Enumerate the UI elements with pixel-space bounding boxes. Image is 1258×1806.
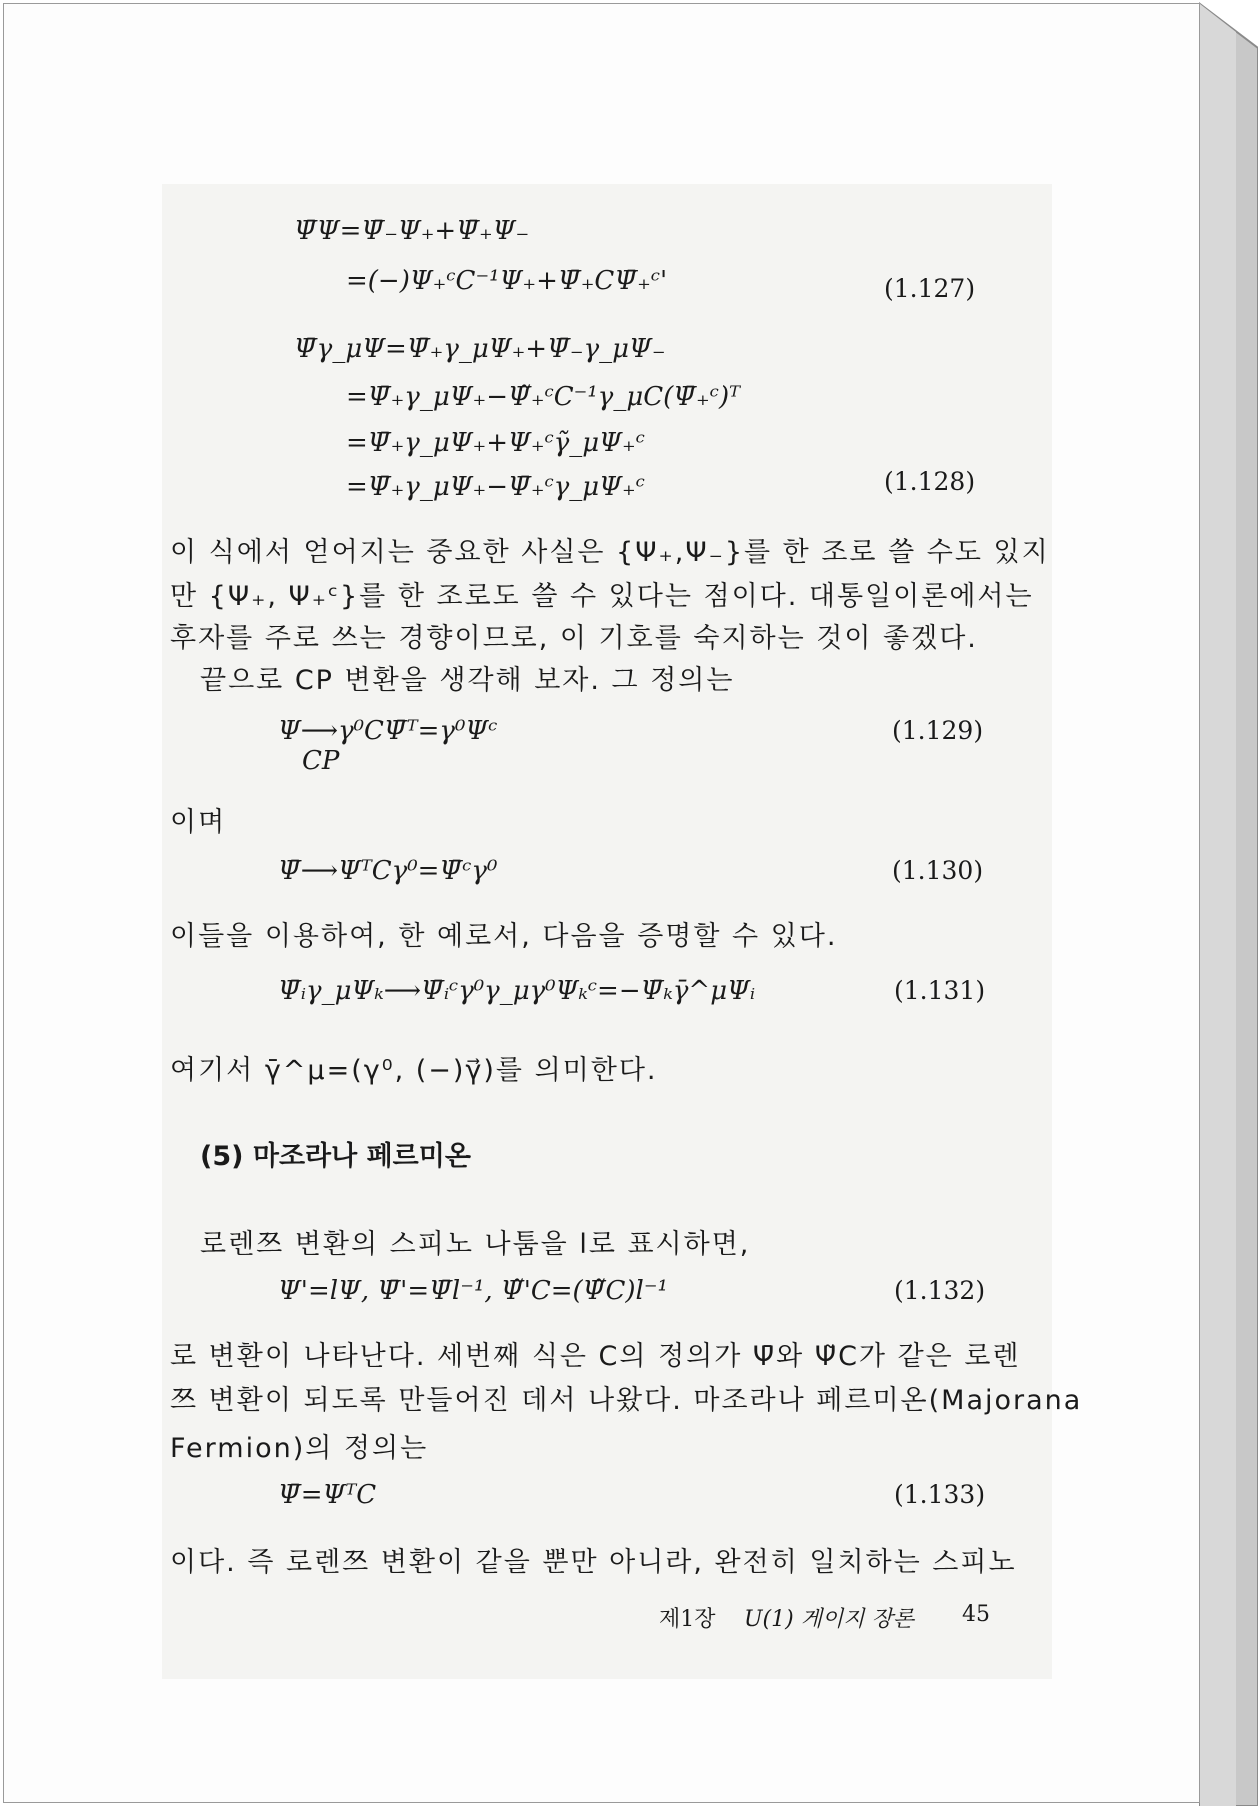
equation-1-127-line-1: Ψ̄Ψ=Ψ̄₋Ψ₊+Ψ̄₊Ψ₋ — [294, 216, 530, 246]
footer-title: U(1) 게이지 장론 — [744, 1607, 914, 1632]
paragraph-7-line-2: 쯔 변환이 되도록 만들어진 데서 나왔다. 마조라나 페르미온(Majorana — [170, 1385, 1083, 1416]
equation-number-1-133: (1.133) — [894, 1480, 986, 1509]
equation-1-127-line-2: =(−)Ψ₊ᶜC⁻¹Ψ₊+Ψ̄₊CΨ̄₊ᶜ' — [346, 266, 668, 296]
paragraph-8: 이다. 즉 로렌쯔 변환이 같을 뿐만 아니라, 완전히 일치하는 스피노 — [170, 1547, 1017, 1578]
page-number: 45 — [962, 1602, 990, 1627]
paragraph-1-line-2: 만 {Ψ₊, Ψ₊ᶜ}를 한 조로도 쓸 수 있다는 점이다. 대통일이론에서는 — [170, 581, 1034, 612]
footer-chapter: 제1장 — [659, 1607, 716, 1632]
equation-1-128-line-2: =Ψ̄₊γ_μΨ₊−Ψ̃₊ᶜC⁻¹γ_μC(Ψ̄₊ᶜ)ᵀ — [346, 382, 741, 412]
equation-1-128-line-3: =Ψ̄₊γ_μΨ₊+Ψ₊ᶜγ̃_μΨ₊ᶜ — [346, 428, 645, 458]
paragraph-7-line-1: 로 변환이 나타난다. 세번째 식은 C의 정의가 Ψ̄와 Ψ̃C가 같은 로렌 — [170, 1341, 1021, 1372]
paragraph-5: 여기서 γ̄^μ=(γ⁰, (−)γ⃗)를 의미한다. — [170, 1055, 658, 1086]
equation-1-130: Ψ̄⟶ΨᵀCγ⁰=Ψ̄ᶜγ⁰ — [278, 856, 498, 886]
equation-1-132: Ψ'=lΨ, Ψ̄'=Ψ̄l⁻¹, Ψ̃'C=(Ψ̃C)l⁻¹ — [278, 1276, 668, 1306]
equation-1-128-line-4: =Ψ̄₊γ_μΨ₊−Ψ̄₊ᶜγ_μΨ₊ᶜ — [346, 472, 645, 502]
equation-number-1-127: (1.127) — [884, 274, 976, 303]
book-page — [3, 3, 1200, 1803]
equation-number-1-130: (1.130) — [892, 856, 984, 885]
equation-1-128-line-1: Ψ̄γ_μΨ=Ψ̄₊γ_μΨ₊+Ψ̄₋γ_μΨ₋ — [294, 334, 666, 364]
paragraph-2: 끝으로 CP 변환을 생각해 보자. 그 정의는 — [200, 665, 735, 696]
equation-number-1-132: (1.132) — [894, 1276, 986, 1305]
paragraph-3: 이며 — [170, 807, 227, 838]
paragraph-1-line-3: 후자를 주로 쓰는 경향이므로, 이 기호를 숙지하는 것이 좋겠다. — [170, 623, 978, 654]
paragraph-7-line-3: Fermion)의 정의는 — [170, 1433, 429, 1464]
section-heading: (5) 마조라나 페르미온 — [200, 1141, 471, 1172]
equation-number-1-129: (1.129) — [892, 716, 984, 745]
equation-1-129-arrow-label: CP — [302, 746, 340, 776]
equation-1-133: Ψ̄=ΨᵀC — [278, 1480, 377, 1510]
equation-number-1-131: (1.131) — [894, 976, 986, 1005]
equation-1-129: Ψ⟶γ⁰CΨ̄ᵀ=γ⁰Ψᶜ — [278, 716, 498, 746]
equation-number-1-128: (1.128) — [884, 467, 976, 496]
paragraph-4: 이들을 이용하여, 한 예로서, 다음을 증명할 수 있다. — [170, 921, 838, 952]
paragraph-6: 로렌쯔 변환의 스피노 나툼을 l로 표시하면, — [200, 1229, 751, 1260]
equation-1-131: Ψ̄ᵢγ_μΨₖ⟶Ψ̄ᵢᶜγ⁰γ_μγ⁰Ψₖᶜ=−Ψ̄ₖγ̄^μΨᵢ — [278, 976, 756, 1006]
paragraph-1-line-1: 이 식에서 얻어지는 중요한 사실은 {Ψ₊,Ψ₋}를 한 조로 쓸 수도 있지 — [170, 537, 1050, 568]
